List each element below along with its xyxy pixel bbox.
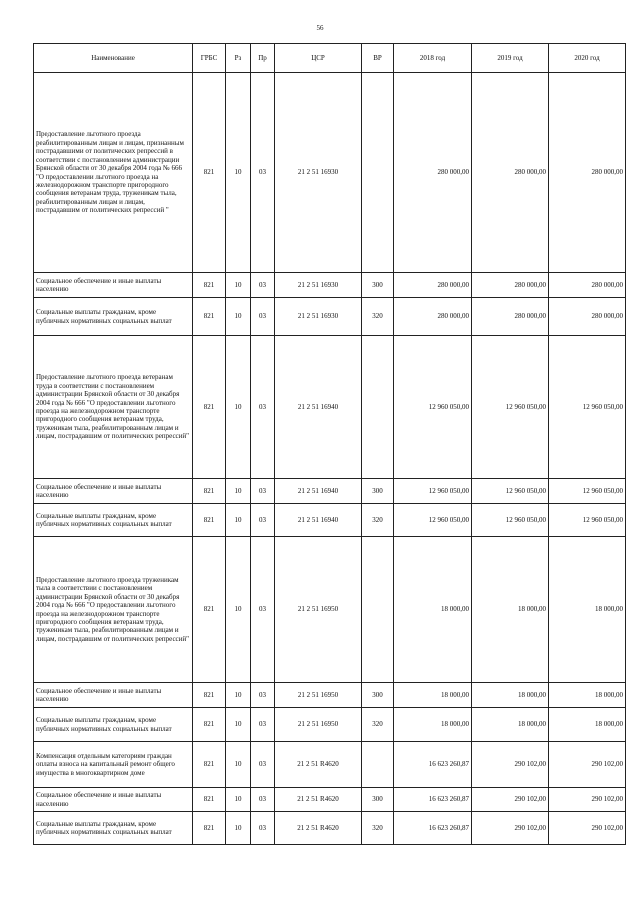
table-row <box>34 336 626 479</box>
cell-rz: 10 <box>226 479 251 504</box>
cell-rz: 10 <box>226 708 251 742</box>
header-grbs: ГРБС <box>193 44 226 73</box>
cell-csr: 21 2 51 16930 <box>275 298 362 336</box>
budget-table <box>33 43 626 845</box>
cell-2018: 18 000,00 <box>394 537 472 683</box>
cell-rz: 10 <box>226 742 251 788</box>
cell-rz: 10 <box>226 788 251 812</box>
table-row <box>34 788 626 812</box>
cell-csr: 21 2 51 16940 <box>275 504 362 537</box>
cell-name: Социальное обеспечение и иные выплаты населению <box>34 479 193 504</box>
cell-pr: 03 <box>251 479 275 504</box>
cell-2019: 18 000,00 <box>472 683 549 708</box>
header-name: Наименование <box>34 44 193 73</box>
table-row <box>34 537 626 683</box>
cell-2018: 16 623 260,87 <box>394 742 472 788</box>
cell-pr: 03 <box>251 708 275 742</box>
cell-vr: 300 <box>362 273 394 298</box>
cell-name: Предоставление льготного проезда реабилитированным лицам и лицам, признанным пострадавшими от политических репрессий в соответствии с постановлением администрации Брянской области от 30 декабря 2004 года № 666 "О предоставлении льготного проезда на железнодорожном транспорте пригородного сообщения ветеранам труда, труженикам тыла, реабилитированным лицам и лицам, пострадавшим от политических репрессий " <box>34 73 193 273</box>
cell-grbs: 821 <box>193 788 226 812</box>
cell-2019: 280 000,00 <box>472 73 549 273</box>
cell-rz: 10 <box>226 537 251 683</box>
cell-vr <box>362 742 394 788</box>
cell-rz: 10 <box>226 812 251 845</box>
cell-vr: 320 <box>362 708 394 742</box>
cell-csr: 21 2 51 16950 <box>275 537 362 683</box>
cell-2019: 290 102,00 <box>472 788 549 812</box>
cell-pr: 03 <box>251 73 275 273</box>
table-row <box>34 812 626 845</box>
cell-pr: 03 <box>251 336 275 479</box>
cell-2018: 280 000,00 <box>394 273 472 298</box>
cell-2019: 280 000,00 <box>472 298 549 336</box>
cell-csr: 21 2 51 16940 <box>275 479 362 504</box>
cell-name: Предоставление льготного проезда труженикам тыла в соответствии с постановлением администрации Брянской области от 30 декабря 2004 года № 666 "О предоставлении льготного проезда на железнодорожном транспорте пригородного сообщения ветеранам труда, труженикам тыла, реабилитированным лицам и лицам, пострадавшим от политических репрессий" <box>34 537 193 683</box>
cell-vr: 300 <box>362 479 394 504</box>
cell-2020: 18 000,00 <box>549 537 626 683</box>
cell-rz: 10 <box>226 298 251 336</box>
cell-grbs: 821 <box>193 273 226 298</box>
cell-grbs: 821 <box>193 812 226 845</box>
cell-2018: 16 623 260,87 <box>394 812 472 845</box>
cell-name: Социальное обеспечение и иные выплаты населению <box>34 683 193 708</box>
cell-grbs: 821 <box>193 298 226 336</box>
cell-2020: 290 102,00 <box>549 742 626 788</box>
cell-csr: 21 2 51 16940 <box>275 336 362 479</box>
header-2019: 2019 год <box>472 44 549 73</box>
cell-name: Социальные выплаты гражданам, кроме публичных нормативных социальных выплат <box>34 812 193 845</box>
cell-2019: 12 960 050,00 <box>472 479 549 504</box>
cell-vr <box>362 336 394 479</box>
cell-vr: 300 <box>362 788 394 812</box>
cell-2018: 12 960 050,00 <box>394 479 472 504</box>
cell-name: Предоставление льготного проезда ветеранам труда в соответствии с постановлением администрации Брянской области от 30 декабря 2004 года № 666 "О предоставлении льготного проезда на железнодорожном транспорте пригородного сообщения ветеранам труда, труженикам тыла, реабилитированным лицам и лицам, пострадавшим от политических репрессий" <box>34 336 193 479</box>
cell-2020: 280 000,00 <box>549 298 626 336</box>
cell-2018: 18 000,00 <box>394 708 472 742</box>
cell-vr: 320 <box>362 298 394 336</box>
cell-2018: 280 000,00 <box>394 73 472 273</box>
table-row <box>34 504 626 537</box>
cell-vr: 320 <box>362 812 394 845</box>
cell-csr: 21 2 51 16930 <box>275 273 362 298</box>
cell-vr <box>362 73 394 273</box>
cell-rz: 10 <box>226 73 251 273</box>
header-2020: 2020 год <box>549 44 626 73</box>
table-header-row <box>34 44 626 73</box>
table-row <box>34 273 626 298</box>
cell-2019: 290 102,00 <box>472 812 549 845</box>
table-row <box>34 298 626 336</box>
page-number: 56 <box>316 24 324 32</box>
cell-name: Социальные выплаты гражданам, кроме публичных нормативных социальных выплат <box>34 504 193 537</box>
cell-grbs: 821 <box>193 336 226 479</box>
cell-csr: 21 2 51 R4620 <box>275 742 362 788</box>
cell-2018: 16 623 260,87 <box>394 788 472 812</box>
cell-2020: 18 000,00 <box>549 708 626 742</box>
cell-2019: 18 000,00 <box>472 708 549 742</box>
cell-2019: 12 960 050,00 <box>472 504 549 537</box>
cell-2018: 280 000,00 <box>394 298 472 336</box>
table-row <box>34 479 626 504</box>
cell-2020: 12 960 050,00 <box>549 504 626 537</box>
header-rz: Рз <box>226 44 251 73</box>
cell-vr: 320 <box>362 504 394 537</box>
cell-grbs: 821 <box>193 73 226 273</box>
header-pr: Пр <box>251 44 275 73</box>
cell-2018: 12 960 050,00 <box>394 336 472 479</box>
cell-2018: 18 000,00 <box>394 683 472 708</box>
cell-grbs: 821 <box>193 504 226 537</box>
header-csr: ЦСР <box>275 44 362 73</box>
cell-grbs: 821 <box>193 683 226 708</box>
cell-pr: 03 <box>251 298 275 336</box>
cell-csr: 21 2 51 16950 <box>275 683 362 708</box>
header-2018: 2018 год <box>394 44 472 73</box>
cell-2020: 290 102,00 <box>549 812 626 845</box>
cell-2020: 290 102,00 <box>549 788 626 812</box>
cell-grbs: 821 <box>193 708 226 742</box>
cell-pr: 03 <box>251 788 275 812</box>
cell-2019: 12 960 050,00 <box>472 336 549 479</box>
cell-grbs: 821 <box>193 479 226 504</box>
cell-2020: 280 000,00 <box>549 273 626 298</box>
cell-name: Компенсация отдельным категориям граждан оплаты взноса на капитальный ремонт общего имущества в многоквартирном доме <box>34 742 193 788</box>
cell-csr: 21 2 51 16930 <box>275 73 362 273</box>
cell-2020: 280 000,00 <box>549 73 626 273</box>
table-row <box>34 742 626 788</box>
cell-csr: 21 2 51 16950 <box>275 708 362 742</box>
cell-csr: 21 2 51 R4620 <box>275 788 362 812</box>
cell-2019: 290 102,00 <box>472 742 549 788</box>
cell-vr: 300 <box>362 683 394 708</box>
header-vr: ВР <box>362 44 394 73</box>
cell-name: Социальное обеспечение и иные выплаты населению <box>34 273 193 298</box>
table-row <box>34 73 626 273</box>
cell-pr: 03 <box>251 537 275 683</box>
cell-pr: 03 <box>251 683 275 708</box>
table-body <box>34 73 626 845</box>
cell-grbs: 821 <box>193 537 226 683</box>
cell-2019: 280 000,00 <box>472 273 549 298</box>
cell-2020: 12 960 050,00 <box>549 336 626 479</box>
cell-pr: 03 <box>251 812 275 845</box>
cell-pr: 03 <box>251 504 275 537</box>
cell-2020: 18 000,00 <box>549 683 626 708</box>
cell-2020: 12 960 050,00 <box>549 479 626 504</box>
cell-pr: 03 <box>251 742 275 788</box>
cell-grbs: 821 <box>193 742 226 788</box>
cell-rz: 10 <box>226 683 251 708</box>
cell-csr: 21 2 51 R4620 <box>275 812 362 845</box>
cell-rz: 10 <box>226 504 251 537</box>
cell-name: Социальные выплаты гражданам, кроме публичных нормативных социальных выплат <box>34 708 193 742</box>
cell-2018: 12 960 050,00 <box>394 504 472 537</box>
cell-vr <box>362 537 394 683</box>
table-row <box>34 708 626 742</box>
cell-pr: 03 <box>251 273 275 298</box>
cell-name: Социальное обеспечение и иные выплаты населению <box>34 788 193 812</box>
table-row <box>34 683 626 708</box>
cell-rz: 10 <box>226 273 251 298</box>
cell-rz: 10 <box>226 336 251 479</box>
cell-name: Социальные выплаты гражданам, кроме публичных нормативных социальных выплат <box>34 298 193 336</box>
cell-2019: 18 000,00 <box>472 537 549 683</box>
